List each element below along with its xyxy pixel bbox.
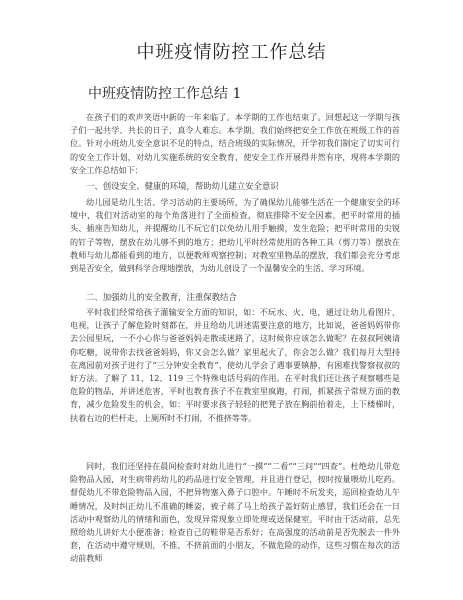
paragraph-daily-check: 同时，我们还坚持在晨间检查时对幼儿进行“一摸”“二看”“三问”“四查”。杜绝幼儿带危险物品入园，对生病带药幼儿的药品进行安全管理，并且进行登记，按时按量喂幼儿吃药。督促幼儿不带危险物品入园，不把异物塞入鼻子口腔中。午睡时不玩发夹，巡回检查幼儿午睡情况，及时纠正幼儿不准确的睡姿，被子蒋了马上给孩子盖好防止感冒，我们还会在一日活动中观察幼儿的情绪和面色，发现异常现象立即处理或送保健室。平时由于活动前，总先照给幼儿讲好大小便准备；检查自己的鞋带是否系好；在高强度的活动前是否先脱去一件外套，在活动中遵守规则，不推、不挤前面的小朋友，不做危险的动作，这些习惯在每次的活动前教师 [70,461,400,564]
paragraph-intro: 在孩子们的欢声笑语中新的一年来临了。本学期的工作也结束了。回想起这一学期与孩子们一起共学、共长的日子，真令人难忘。本学期，我们始终把安全工作放在班级工作的首位。针对小班幼儿安全意识不足的特点，结合班级的实际情况，开学初我们制定了切实可行的安全工作计划，对幼儿实施系统的安全教育，使安全工作开展得井然有序，现将本学期的安全工作总结如下： [70,112,400,175]
paragraph-education: 平时我们经常给孩子灌输安全方面的知识，如：不玩水、火、电，通过让幼儿看图片、电视，让孩子了解危险时刻都在，并且给幼儿讲述需要注意的地方，比如说，爸爸妈妈带你去公园里玩，一不小心你与爸爸妈妈走散或迷路了，这时候你应该怎么做呢？在叔叔阿姨请你吃糖，说带你去找爸爸妈妈，你又会怎么做？家里起火了，你会怎么做？我们每月大型持在离园前对孩子进行了“三分钟安全教育”，使幼儿学会了遇事要镇静，有困难找警察叔叔的好方法。了解了 11、12、119 三个特殊电话号码的作用。在平时我们还让孩子观察哪些是危险的物品，并讲述危害，平时也教育孩子不在教室里疯跑，打闹，抓紧孩子常规方面的教育，减少危险发生的机会，如：平时要求孩子轻轻的把凳子放在胸前抬着走，上下楼梯时，扶着右边的栏杆走，上厕所时不打闹，不推挤等等。 [70,307,400,423]
paragraph-environment: 幼儿园是幼儿生活、学习活动的主要场所，为了确保幼儿能够生活在一个健康安全的环境中，我们对活动室的每个角落进行了全面检查，彻底排除不安全因素，把平时常用的插头、插座告知幼儿，并提醒幼儿不玩它们以免幼儿用手触摸，发生危险；把平时常用的尖锐的钉子等物，摆放在幼儿够不到的地方；把幼儿平时经常使用的各种工具（剪刀等）摆放在教师与幼儿都能看到的地方，以便教师观察控制；对教室里物品的摆放，我们都会充分考虑到是否安全，做到科学合理地摆放，为幼儿创设了一个温馨安全的生活、学习环境。 [70,197,400,274]
document-title: 中班疫情防控工作总结 [136,42,327,63]
section-title: 中班疫情防控工作总结 1 [88,86,242,102]
section-heading-environment: 一、创设安全、健康的环境，帮助幼儿建立安全意识 [86,181,279,191]
section-heading-education: 二、加强幼儿的安全教育，注重保教结合 [86,292,237,302]
